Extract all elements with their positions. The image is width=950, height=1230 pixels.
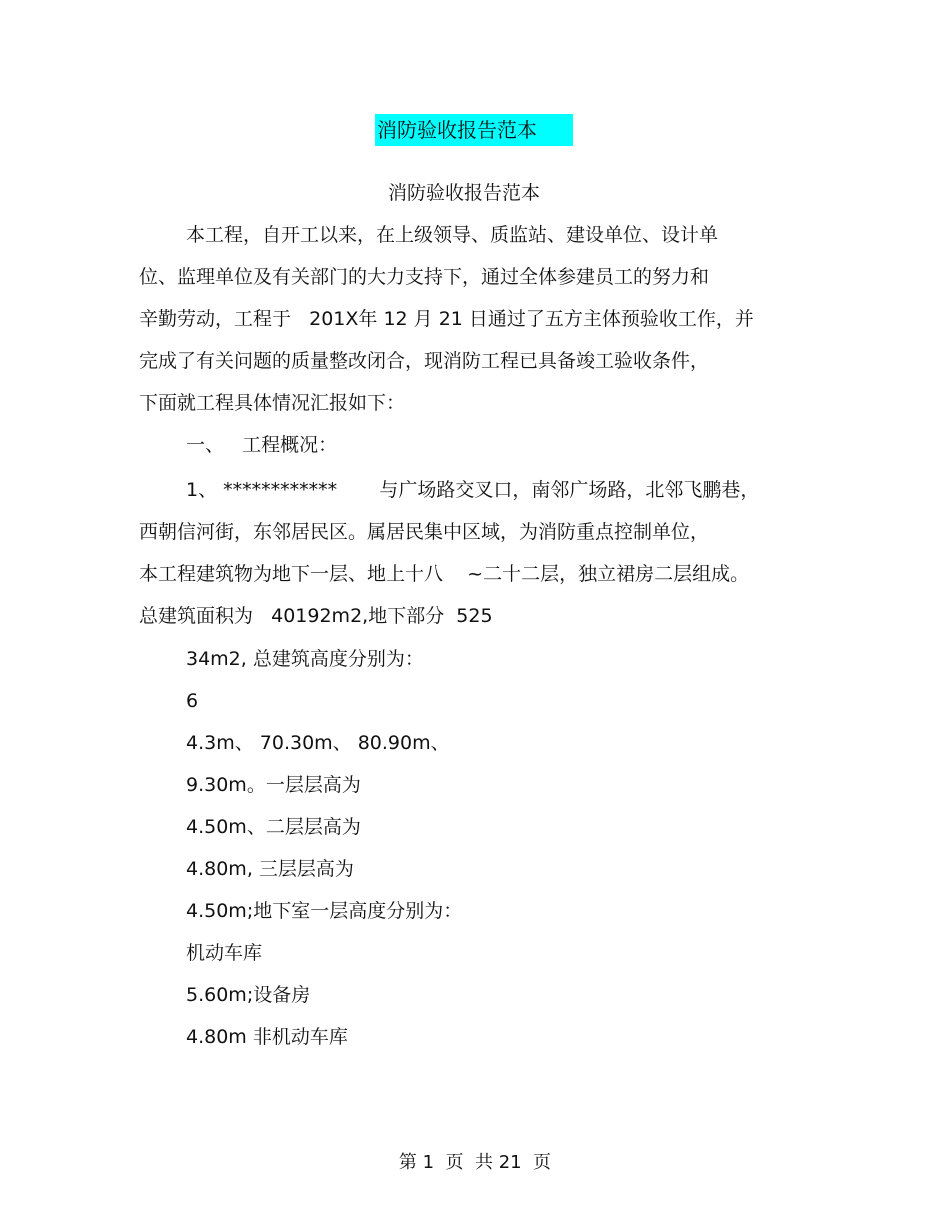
body-line: 4.50m;地下室一层高度分别为：: [186, 900, 463, 922]
body-line: 4.80m, 三层层高为: [186, 858, 354, 880]
body-line: 1、 ************ 与广场路交叉口，南邻广场路，北邻飞鹏巷，: [186, 479, 760, 501]
body-line: 辛勤劳动，工程于 201X年 12 月 21 日通过了五方主体预验收工作，并: [139, 308, 754, 330]
document-title: 消防验收报告范本: [377, 118, 537, 142]
page-number-footer: 第 1 页 共 21 页: [398, 1152, 552, 1173]
body-line: 9.30m。一层层高为: [186, 774, 361, 796]
body-line: 4.3m、 70.30m、 80.90m、: [186, 732, 450, 754]
body-line: 5.60m;设备房: [186, 984, 311, 1006]
document-subtitle: 消防验收报告范本: [388, 182, 541, 204]
body-line: 6: [186, 690, 199, 712]
body-line: 4.50m、二层层高为: [186, 816, 361, 838]
body-line: 34m2, 总建筑高度分别为：: [186, 648, 424, 670]
body-line: 位、监理单位及有关部门的大力支持下，通过全体参建员工的努力和: [139, 266, 710, 288]
body-line: 下面就工程具体情况汇报如下：: [139, 392, 406, 414]
body-line: 4.80m 非机动车库: [186, 1026, 348, 1048]
body-line: 本工程，自开工以来，在上级领导、质监站、建设单位、设计单: [186, 224, 719, 246]
body-line: 完成了有关问题的质量整改闭合，现消防工程已具备竣工验收条件，: [139, 350, 710, 372]
section-heading: 一、 工程概况：: [186, 434, 338, 456]
body-line: 西朝信河街，东邻居民区。属居民集中区域，为消防重点控制单位，: [139, 521, 710, 543]
body-line: 机动车库: [186, 942, 263, 964]
body-line: 本工程建筑物为地下一层、地上十八 ~二十二层，独立裙房二层组成。: [139, 563, 750, 585]
body-line: 总建筑面积为 40192m2,地下部分 525: [139, 605, 493, 627]
